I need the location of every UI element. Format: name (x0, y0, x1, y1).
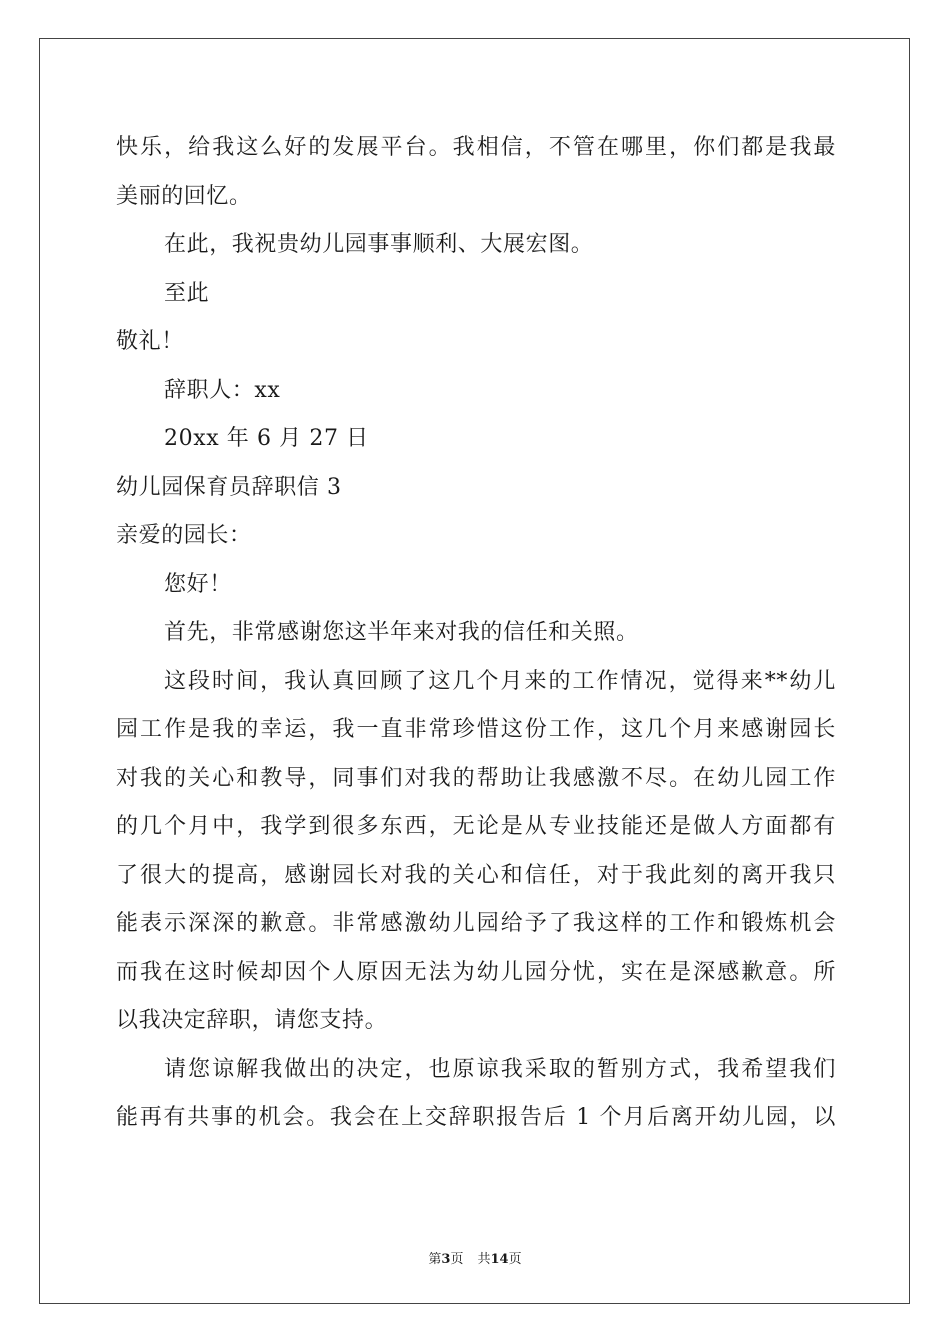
footer-page-prefix: 第 (428, 1252, 442, 1267)
footer-total-prefix: 共 (477, 1252, 491, 1267)
text-line: 这段时间，我认真回顾了这几个月来的工作情况，觉得来**幼儿 (164, 668, 836, 694)
text-line: 而我在这时候却因个人原因无法为幼儿园分忧，实在是深感歉意。所 (116, 959, 836, 985)
text-line: 辞职人：xx (164, 377, 281, 403)
text-line: 的几个月中，我学到很多东西，无论是从专业技能还是做人方面都有 (116, 814, 836, 839)
page-footer (0, 1248, 950, 1267)
footer-total-suffix: 页 (508, 1252, 522, 1267)
text-line: 至此 (164, 280, 210, 306)
text-line: 了很大的提高，感谢园长对我的关心和信任，对于我此刻的离开我只 (116, 862, 836, 888)
text-line: 20xx 年 6 月 27 日 (164, 426, 369, 451)
text-line: 亲爱的园长： (116, 523, 252, 548)
text-line: 首先，非常感谢您这半年来对我的信任和关照。 (164, 620, 639, 645)
text-line: 园工作是我的幸运，我一直非常珍惜这份工作，这几个月来感谢园长 (116, 717, 836, 742)
text-line: 敬礼！ (116, 329, 184, 354)
footer-page-suffix: 页 (450, 1252, 464, 1267)
text-line: 美丽的回忆。 (116, 183, 252, 209)
text-line: 快乐，给我这么好的发展平台。我相信，不管在哪里，你们都是我最 (116, 135, 836, 160)
footer-page-number: 3 (441, 1252, 451, 1267)
document-body (116, 124, 836, 1143)
text-line: 您好！ (164, 571, 232, 597)
text-line: 幼儿园保育员辞职信 3 (116, 474, 342, 500)
text-line: 对我的关心和教导，同事们对我的帮助让我感激不尽。在幼儿园工作 (116, 765, 836, 791)
text-line: 能表示深深的歉意。非常感激幼儿园给予了我这样的工作和锻炼机会 (116, 911, 836, 936)
text-line: 以我决定辞职，请您支持。 (116, 1008, 388, 1033)
text-line: 请您谅解我做出的决定，也原谅我采取的暂别方式，我希望我们 (164, 1056, 836, 1082)
text-line: 能再有共事的机会。我会在上交辞职报告后 1 个月后离开幼儿园，以 (116, 1105, 836, 1130)
text-line: 在此，我祝贵幼儿园事事顺利、大展宏图。 (164, 232, 594, 257)
footer-total-pages: 14 (490, 1252, 509, 1267)
